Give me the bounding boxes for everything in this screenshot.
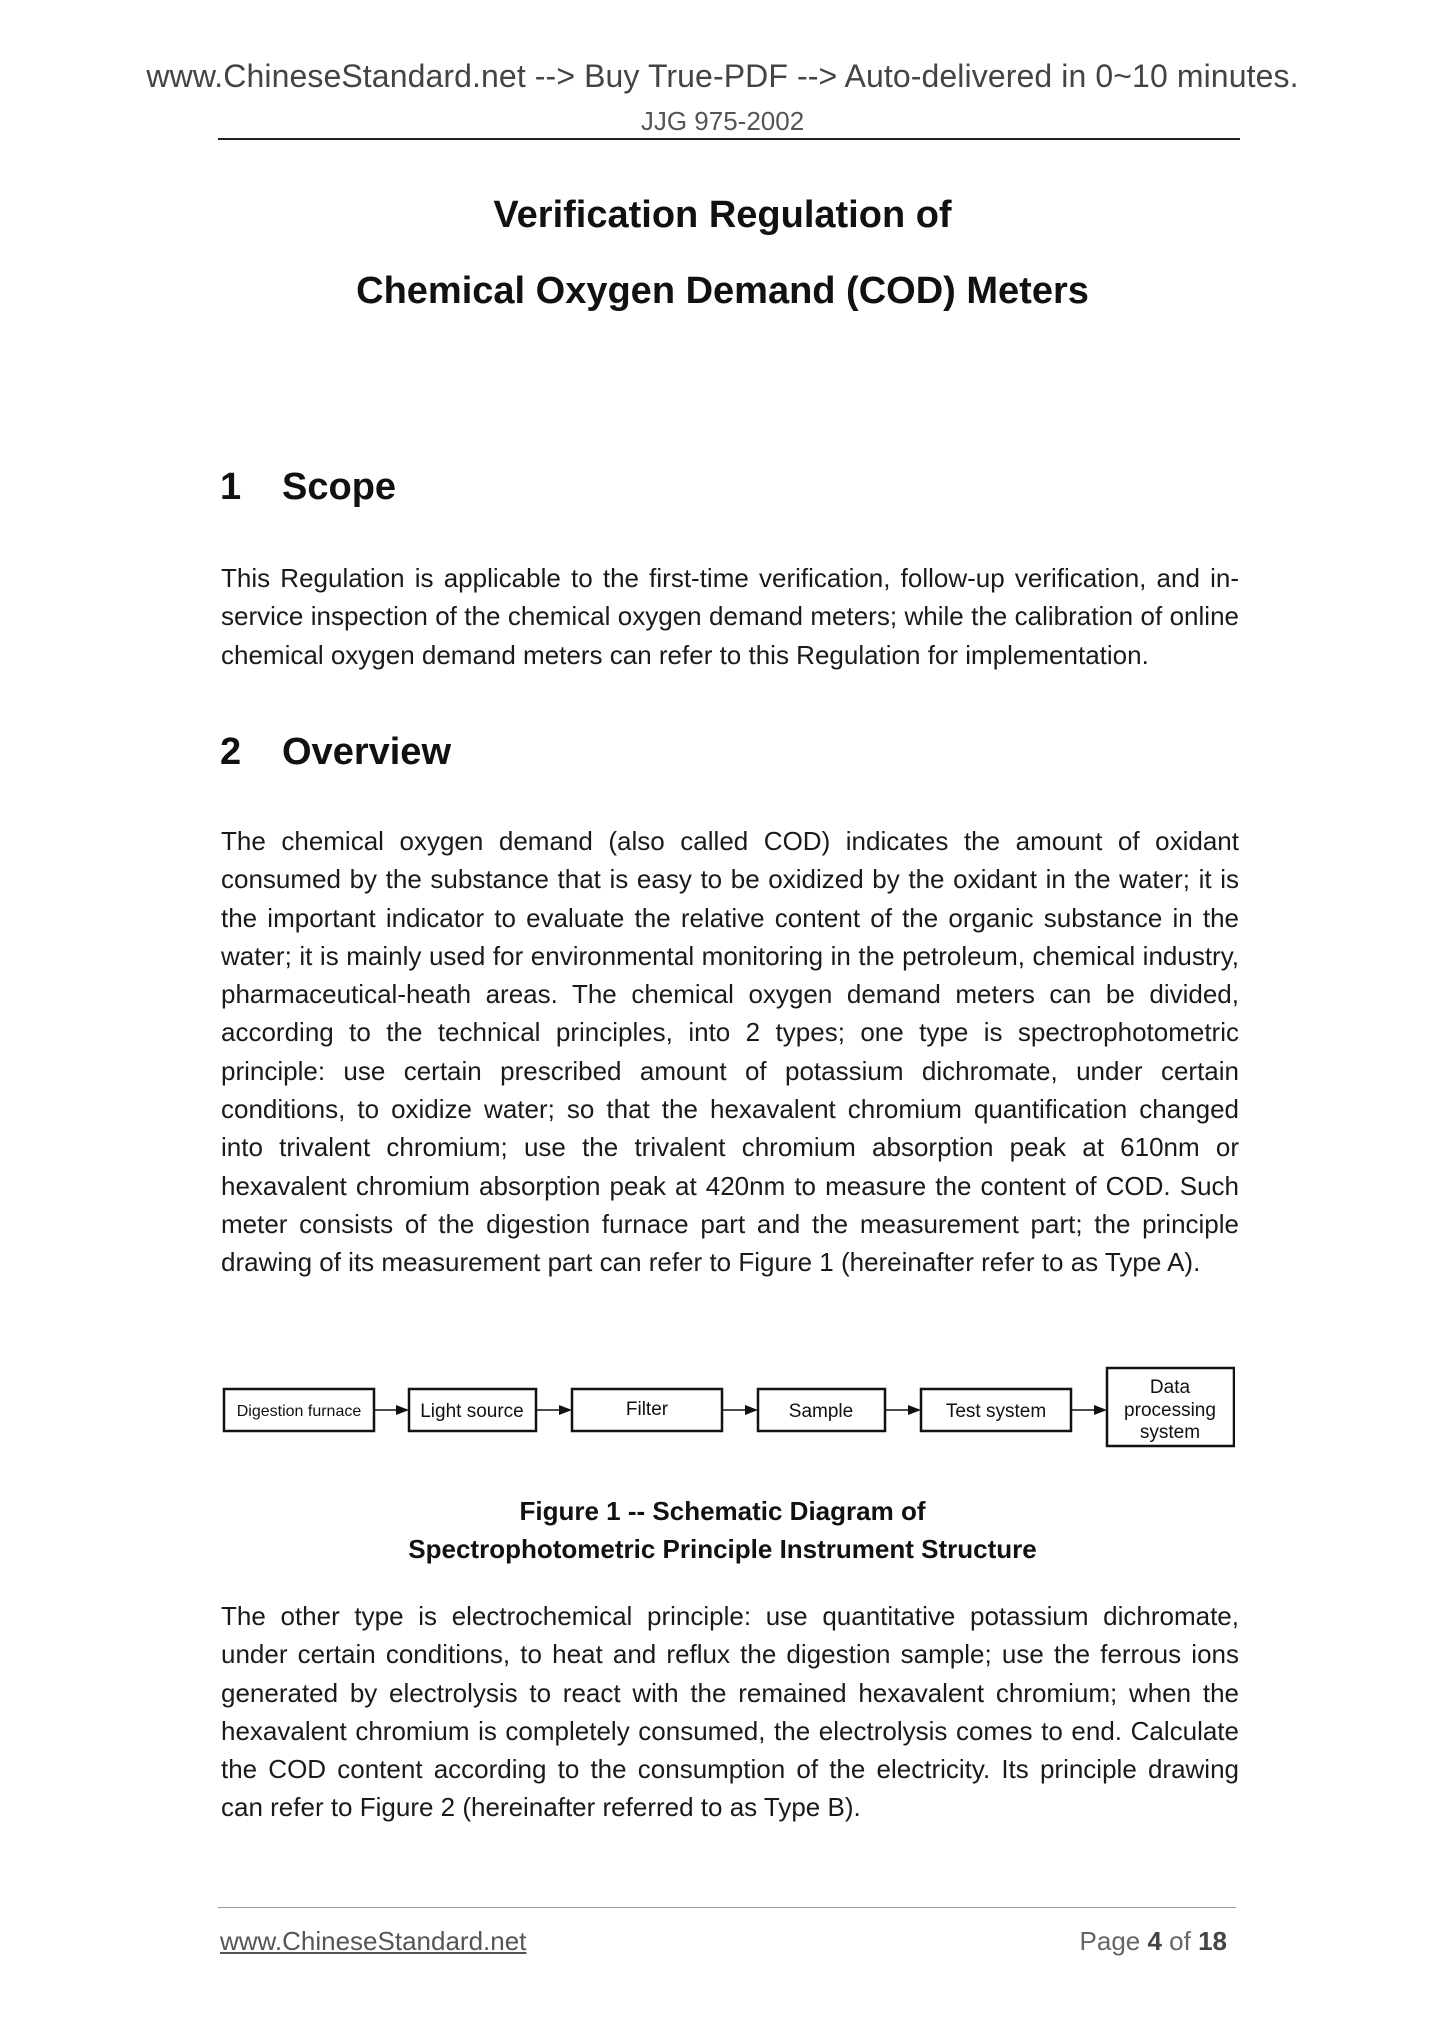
box-light-source-label: Light source — [420, 1401, 524, 1422]
document-title-line-2: Chemical Oxygen Demand (COD) Meters — [356, 270, 1089, 312]
figure-1-caption-line-1: Figure 1 -- Schematic Diagram of — [519, 1496, 926, 1526]
box-sample-label: Sample — [788, 1401, 854, 1422]
section-title: Scope — [282, 466, 397, 508]
figure-1-diagram — [220, 1360, 1235, 1450]
box-data-label-line-1: Data — [1149, 1377, 1191, 1398]
arrow-3 — [722, 1405, 758, 1415]
footer-site-link[interactable]: www.ChineseStandard.net — [220, 1926, 527, 1956]
page-current: 4 — [1147, 1926, 1162, 1956]
arrow-5 — [1071, 1405, 1107, 1415]
scope-paragraph: This Regulation is applicable to the first-time verification, follow-up verification, and in-service inspection of the chemical oxygen demand meters; while the calibration of online chemical oxygen demand meters can refer to this Regulation for implementation. — [221, 563, 1239, 670]
footer-divider — [218, 1907, 1236, 1908]
section-title: Overview — [282, 731, 451, 773]
page-total: 18 — [1198, 1926, 1227, 1956]
overview-paragraph: The chemical oxygen demand (also called COD) indicates the amount of oxidant consumed by the substance that is easy to be oxidized by the oxidant in the water; it is the important indicator to evaluate the relative content of the organic substance in the water; it is mainly used for environmental monitoring in the petroleum, chemical industry, pharmaceutical-heath areas. The chemical oxygen demand meters can be divided, according to the technical principles, into 2 types; one type is spectrophotometric principle: use certain prescribed amount of potassium dichromate, under certain conditions, to oxidize water; so that the hexavalent chromium quantification changed into trivalent chromium; use the trivalent chromium absorption peak at 610nm or hexavalent chromium absorption peak at 420nm to measure the content of COD. Such meter consists of the digestion furnace part and the measurement part; the principle drawing of its measurement part can refer to Figure 1 (hereinafter refer to as Type A). — [221, 826, 1239, 1278]
box-sample — [758, 1389, 885, 1431]
arrow-4 — [885, 1405, 921, 1415]
page-prefix: Page — [1079, 1926, 1148, 1956]
section-number: 1 — [220, 466, 242, 508]
box-light-source — [409, 1389, 536, 1431]
page-indicator — [1080, 1926, 1227, 1957]
box-filter — [572, 1389, 722, 1431]
box-data-processing-system — [1107, 1368, 1234, 1446]
section-number: 2 — [220, 731, 242, 773]
site-banner: www.ChineseStandard.net --> Buy True-PDF --> Auto-delivered in 0~10 minutes. — [146, 58, 1299, 94]
section-heading-scope — [220, 466, 396, 509]
box-digestion-furnace-label: Digestion furnace — [236, 1403, 362, 1420]
document-title-line-1: Verification Regulation of — [493, 194, 952, 236]
electrochemical-paragraph: The other type is electrochemical principle: use quantitative potassium dichromate, under certain conditions, to heat and reflux the digestion sample; use the ferrous ions generated by electrolysis to react with the remained hexavalent chromium; when the hexavalent chromium is completely consumed, the electrolysis comes to end. Calculate the COD content according to the consumption of the electricity. Its principle drawing can refer to Figure 2 (hereinafter referred to as Type B). — [221, 1601, 1239, 1823]
figure-1-caption-line-2: Spectrophotometric Principle Instrument Structure — [408, 1534, 1037, 1564]
arrow-2 — [536, 1405, 572, 1415]
box-test-system-label: Test system — [945, 1401, 1047, 1422]
box-filter-label: Filter — [625, 1399, 669, 1420]
section-heading-overview — [220, 731, 451, 774]
header-divider — [218, 138, 1240, 140]
page-of: of — [1161, 1926, 1199, 1956]
arrow-1 — [374, 1405, 409, 1415]
box-test-system — [921, 1389, 1071, 1431]
box-data-label-line-2: processing — [1124, 1400, 1216, 1421]
document-code: JJG 975-2002 — [640, 106, 805, 136]
box-data-label-line-3: system — [1139, 1422, 1201, 1443]
box-digestion-furnace — [224, 1389, 374, 1431]
